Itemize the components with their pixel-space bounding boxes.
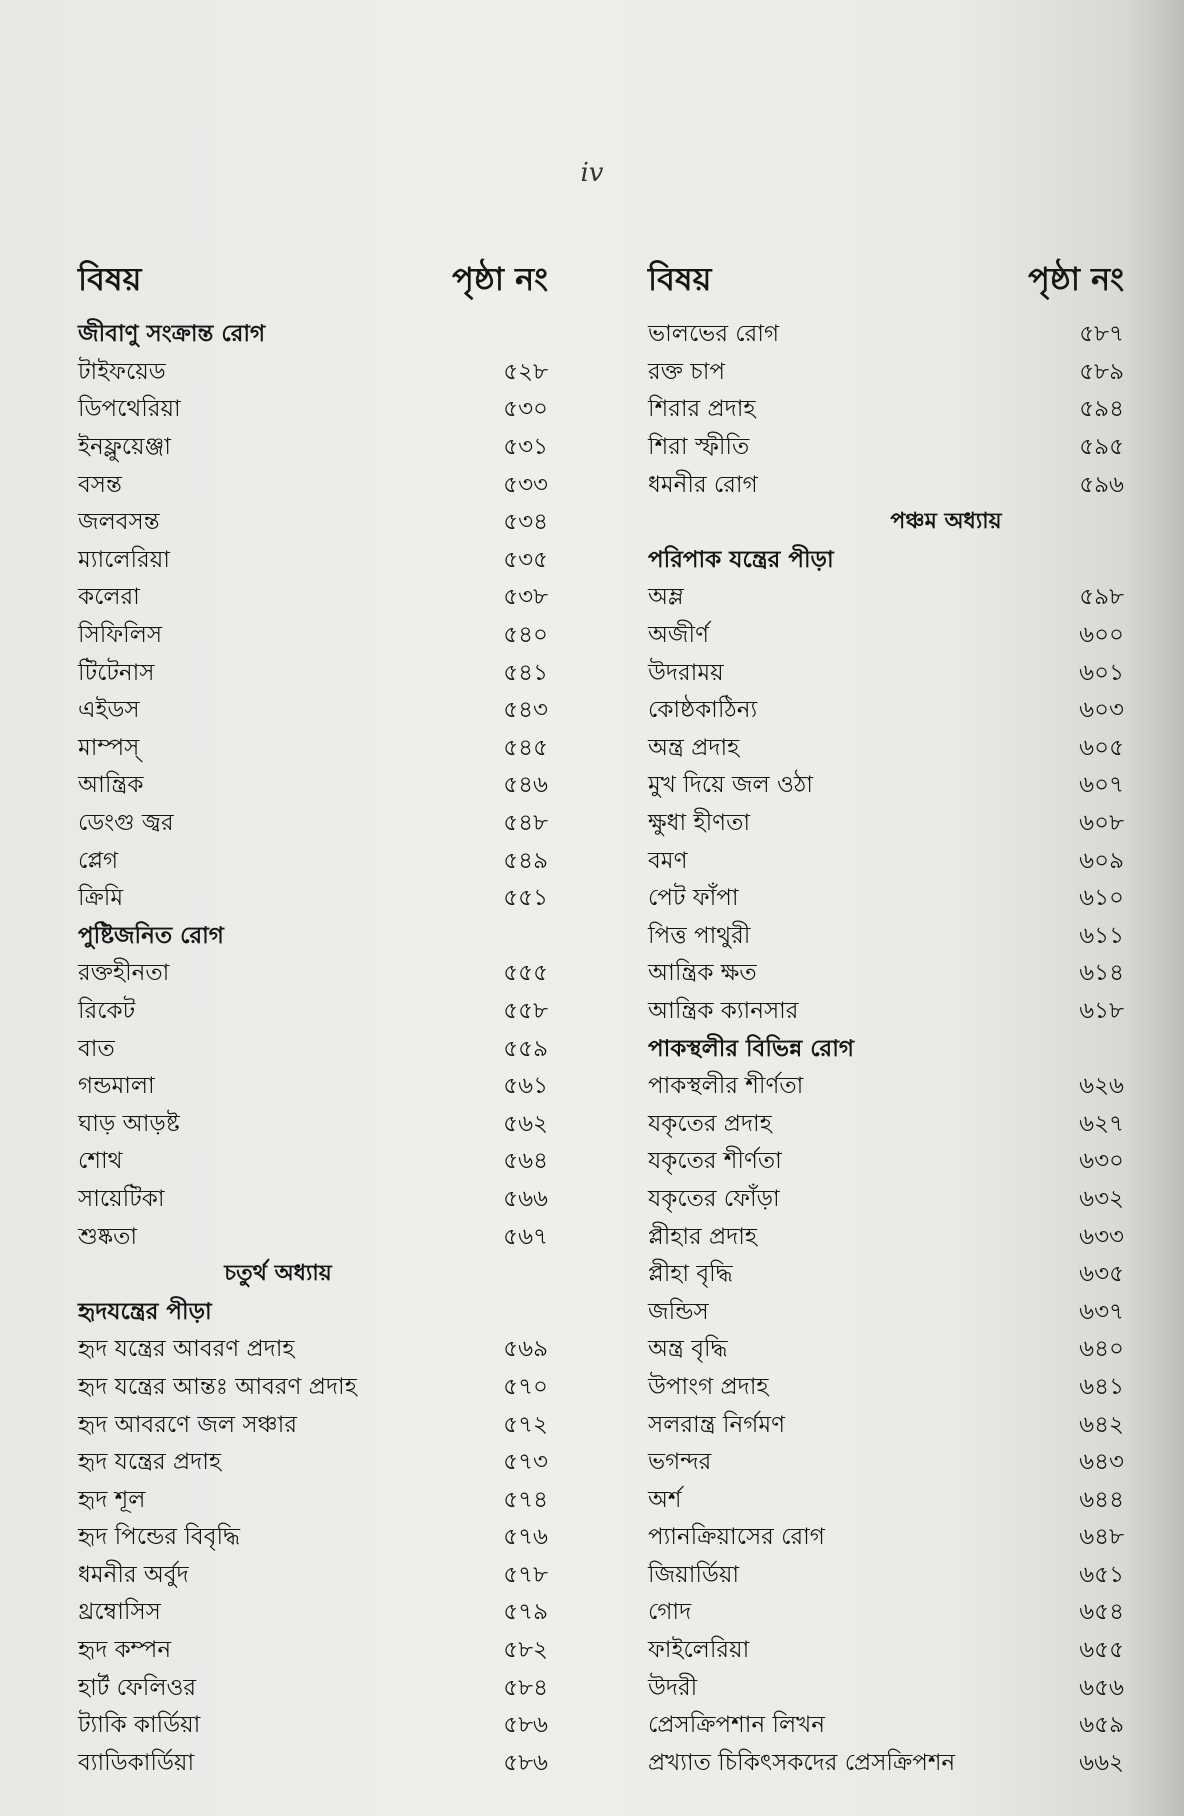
toc-entry xyxy=(78,1218,548,1256)
toc-entry-title: হার্ট ফেলিওর xyxy=(78,1674,197,1701)
toc-entry-title: যকৃতের শীর্ণতা xyxy=(648,1148,782,1175)
toc-entry-title: যকৃতের ফোঁড়া xyxy=(648,1185,780,1212)
toc-entry xyxy=(648,767,1124,805)
toc-entry xyxy=(648,1105,1124,1143)
toc-entry xyxy=(78,617,548,655)
toc-entry xyxy=(648,654,1124,692)
toc-entry-title: প্লীহা বৃদ্ধি xyxy=(648,1261,733,1288)
toc-entry-page: ৬২৬ xyxy=(1079,1073,1124,1100)
toc-entry xyxy=(78,1030,548,1068)
toc-entry-page: ৬৪০ xyxy=(1079,1336,1124,1363)
toc-entry-title: অম্ল xyxy=(648,584,684,611)
toc-entry xyxy=(648,1557,1124,1595)
toc-entry-title: আন্ত্রিক ক্যানসার xyxy=(648,997,799,1024)
toc-entry-title: ভালভের রোগ xyxy=(648,321,780,348)
toc-entry-page: ৫৭৬ xyxy=(503,1524,548,1551)
toc-entry-page: ৫৭৪ xyxy=(503,1486,548,1513)
toc-entry-title: রিকেট xyxy=(78,997,136,1024)
toc-entry-title: প্রেসক্রিপশান লিখন xyxy=(648,1712,825,1739)
toc-entry-page: ৬১১ xyxy=(1079,922,1124,949)
toc-entry-page: ৬৫৬ xyxy=(1079,1674,1124,1701)
toc-entry-page: ৫৮৪ xyxy=(503,1674,548,1701)
toc-entry-page: ৫৭৮ xyxy=(503,1561,548,1588)
toc-entry-title: কলেরা xyxy=(78,584,140,611)
toc-entry xyxy=(648,1218,1124,1256)
toc-entry-title: জীবাণু সংক্রান্ত রোগ xyxy=(78,321,266,348)
toc-entry-page: ৫৯৬ xyxy=(1079,471,1124,498)
toc-entry-page: ৬০১ xyxy=(1079,659,1124,686)
toc-entry-page: ৬৩০ xyxy=(1079,1148,1124,1175)
toc-entry xyxy=(78,1632,548,1670)
toc-entry-title: যকৃতের প্রদাহ xyxy=(648,1110,772,1137)
toc-entry xyxy=(78,354,548,392)
toc-entry xyxy=(648,1594,1124,1632)
toc-entry xyxy=(648,1406,1124,1444)
section-heading xyxy=(78,918,548,956)
toc-entry-page: ৫৬৪ xyxy=(503,1148,548,1175)
toc-entry xyxy=(78,880,548,918)
toc-entry-page: ৫৫১ xyxy=(503,885,548,912)
toc-entry-title: ক্রিমি xyxy=(78,885,124,912)
toc-entry-title: প্লীহার প্রদাহ xyxy=(648,1223,758,1250)
toc-entry-title: শুষ্কতা xyxy=(78,1223,138,1250)
toc-entry-title: রক্ত চাপ xyxy=(648,358,725,385)
toc-entry-title: জন্ডিস xyxy=(648,1298,709,1325)
toc-entry-title: অজীর্ণ xyxy=(648,622,709,649)
toc-entry xyxy=(78,1519,548,1557)
toc-entry xyxy=(78,1181,548,1219)
toc-entry-title: পাকস্থলীর বিভিন্ন রোগ xyxy=(648,1035,854,1062)
toc-entry xyxy=(78,1105,548,1143)
header-page-number: পৃষ্ঠা নং xyxy=(1028,260,1124,298)
toc-entry xyxy=(78,1406,548,1444)
toc-entry xyxy=(78,504,548,542)
toc-entry-title: জিয়ার্ডিয়া xyxy=(648,1561,740,1588)
toc-entry-title: মাম্পস্ xyxy=(78,734,140,761)
toc-entry xyxy=(648,1181,1124,1219)
toc-entry-title: সলরান্ত্র নির্গমণ xyxy=(648,1411,785,1438)
toc-entry xyxy=(648,429,1124,467)
toc-entry xyxy=(78,842,548,880)
toc-entry-title: চতুর্থ অধ্যায় xyxy=(224,1261,332,1287)
toc-entry-title: ঘাড় আড়ষ্ট xyxy=(78,1110,180,1137)
toc-entry-page: ৫৮৯ xyxy=(1079,358,1124,385)
toc-entry-page: ৫৬২ xyxy=(503,1110,548,1137)
toc-left-column xyxy=(78,262,548,1782)
toc-entry-title: হৃদ আবরণে জল সঞ্চার xyxy=(78,1411,297,1438)
toc-entry xyxy=(648,1369,1124,1407)
toc-entry-title: জলবসন্ত xyxy=(78,509,160,536)
toc-entry-title: হৃদ যন্ত্রের আবরণ প্রদাহ xyxy=(78,1336,295,1363)
toc-entry-page: ৬৩৩ xyxy=(1079,1223,1124,1250)
toc-entry xyxy=(648,805,1124,843)
column-header xyxy=(648,262,1124,308)
toc-entry-page: ৫৩০ xyxy=(503,396,548,423)
toc-entry-title: হৃদ পিন্ডের বিবৃদ্ধি xyxy=(78,1524,240,1551)
toc-entry-page: ৫৪১ xyxy=(503,659,548,686)
toc-entry-page: ৫৩৫ xyxy=(503,546,548,573)
toc-entry-title: প্রখ্যাত চিকিৎসকদের প্রেসক্রিপশন xyxy=(648,1749,956,1776)
toc-entry-page: ৬০০ xyxy=(1079,622,1124,649)
toc-entry-title: ভগন্দর xyxy=(648,1449,712,1476)
toc-entry xyxy=(78,654,548,692)
toc-entry xyxy=(648,1745,1124,1783)
toc-entry-title: পঞ্চম অধ্যায় xyxy=(890,509,1002,535)
toc-entry-page: ৫৮৭ xyxy=(1079,321,1124,348)
toc-entry-title: উপাংগ প্রদাহ xyxy=(648,1373,769,1400)
toc-entry xyxy=(78,767,548,805)
toc-entry-page: ৬০৯ xyxy=(1079,847,1124,874)
toc-entry xyxy=(78,1557,548,1595)
toc-entry-page: ৫৯৫ xyxy=(1079,434,1124,461)
toc-entry-page: ৬৫১ xyxy=(1079,1561,1124,1588)
section-heading xyxy=(648,542,1124,580)
toc-entry xyxy=(648,918,1124,956)
section-heading xyxy=(78,316,548,354)
toc-entry-title: কোষ্ঠকাঠিন্য xyxy=(648,697,758,724)
toc-entry-title: থ্রম্বোসিস xyxy=(78,1599,161,1626)
toc-list xyxy=(78,316,548,1782)
toc-entry-title: প্যানক্রিয়াসের রোগ xyxy=(648,1524,825,1551)
toc-entry xyxy=(78,730,548,768)
toc-list xyxy=(648,316,1124,1782)
toc-entry xyxy=(78,466,548,504)
toc-entry xyxy=(648,579,1124,617)
toc-entry-page: ৫৪৮ xyxy=(503,810,548,837)
toc-entry-title: ক্ষুধা হীণতা xyxy=(648,810,751,837)
toc-entry-title: ইনফ্লুয়েঞ্জা xyxy=(78,434,171,461)
toc-entry-page: ৬৫৪ xyxy=(1079,1599,1124,1626)
toc-entry xyxy=(78,1143,548,1181)
toc-entry-title: ধমনীর রোগ xyxy=(648,471,758,498)
toc-entry xyxy=(648,1707,1124,1745)
toc-entry-title: এইডস xyxy=(78,697,140,724)
toc-entry-title: পেট ফাঁপা xyxy=(648,885,739,912)
toc-entry xyxy=(78,542,548,580)
toc-entry-page: ৬৩৫ xyxy=(1079,1261,1124,1288)
toc-entry xyxy=(648,466,1124,504)
toc-entry-page: ৫৯৮ xyxy=(1079,584,1124,611)
chapter-heading xyxy=(648,504,1124,542)
toc-entry-page: ৬৩২ xyxy=(1079,1185,1124,1212)
toc-entry-title: ডিপথেরিয়া xyxy=(78,396,181,423)
toc-entry xyxy=(648,354,1124,392)
toc-entry-page: ৫৭০ xyxy=(503,1373,548,1400)
toc-entry xyxy=(648,1444,1124,1482)
toc-entry-title: মুখ দিয়ে জল ওঠা xyxy=(648,772,813,799)
toc-entry-page: ৬৫৯ xyxy=(1079,1712,1124,1739)
toc-entry xyxy=(648,1331,1124,1369)
toc-entry-title: গোদ xyxy=(648,1599,692,1626)
toc-entry xyxy=(648,692,1124,730)
toc-entry-page: ৫৫৮ xyxy=(503,997,548,1024)
toc-entry-title: আন্ত্রিক xyxy=(78,772,144,799)
toc-entry-title: হৃদ যন্ত্রের আন্তঃ আবরণ প্রদাহ xyxy=(78,1373,357,1400)
toc-entry-title: শিরা স্ফীতি xyxy=(648,434,750,461)
toc-entry-title: বসন্ত xyxy=(78,471,122,498)
toc-entry-page: ৬৩৭ xyxy=(1079,1298,1124,1325)
toc-entry xyxy=(648,316,1124,354)
chapter-heading xyxy=(78,1256,548,1294)
toc-entry xyxy=(78,955,548,993)
toc-entry-page: ৫৮৬ xyxy=(503,1749,548,1776)
header-page-number: পৃষ্ঠা নং xyxy=(452,260,548,298)
toc-entry-title: পুষ্টিজনিত রোগ xyxy=(78,922,224,949)
toc-entry-title: উদরাময় xyxy=(648,659,724,686)
toc-entry-title: হৃদ কম্পন xyxy=(78,1637,172,1664)
toc-entry xyxy=(78,1331,548,1369)
toc-entry xyxy=(78,391,548,429)
toc-entry xyxy=(648,730,1124,768)
toc-entry-page: ৬০৭ xyxy=(1079,772,1124,799)
toc-entry-title: শোথ xyxy=(78,1148,123,1175)
toc-entry xyxy=(78,993,548,1031)
toc-entry-title: ডেংগু জ্বর xyxy=(78,810,174,837)
toc-entry-title: পাকস্থলীর শীর্ণতা xyxy=(648,1073,804,1100)
toc-entry-title: ফাইলেরিয়া xyxy=(648,1637,750,1664)
toc-entry-page: ৫২৮ xyxy=(503,358,548,385)
toc-entry-page: ৫৬১ xyxy=(503,1073,548,1100)
toc-entry-page: ৫৪৬ xyxy=(503,772,548,799)
toc-entry-title: প্লেগ xyxy=(78,847,119,874)
toc-entry-page: ৫৯৪ xyxy=(1079,396,1124,423)
toc-entry-page: ৬০৮ xyxy=(1079,810,1124,837)
toc-entry-title: টাইফয়েড xyxy=(78,358,166,385)
toc-entry-title: বমণ xyxy=(648,847,688,874)
section-heading xyxy=(648,1030,1124,1068)
toc-entry-title: উদরী xyxy=(648,1674,698,1701)
toc-entry xyxy=(648,1519,1124,1557)
toc-entry-title: পিত্ত পাথুরী xyxy=(648,922,751,949)
toc-entry-title: ধমনীর অর্বুদ xyxy=(78,1561,189,1588)
toc-entry-page: ৫৬৭ xyxy=(503,1223,548,1250)
toc-entry-title: রক্তহীনতা xyxy=(78,960,170,987)
toc-entry-page: ৫৭২ xyxy=(503,1411,548,1438)
toc-entry xyxy=(78,1594,548,1632)
toc-entry-title: সায়েটিকা xyxy=(78,1185,165,1212)
toc-entry-title: অন্ত্র প্রদাহ xyxy=(648,734,740,761)
toc-entry-title: গন্ডমালা xyxy=(78,1073,155,1100)
page-number: iv xyxy=(580,158,604,188)
section-heading xyxy=(78,1293,548,1331)
toc-entry xyxy=(648,1293,1124,1331)
toc-entry-page: ৫৮২ xyxy=(503,1637,548,1664)
toc-entry xyxy=(648,955,1124,993)
toc-entry xyxy=(648,1068,1124,1106)
toc-entry xyxy=(648,880,1124,918)
toc-entry xyxy=(78,1745,548,1783)
toc-entry-title: হৃদ যন্ত্রের প্রদাহ xyxy=(78,1449,222,1476)
toc-entry-page: ৬২৭ xyxy=(1079,1110,1124,1137)
toc-entry xyxy=(78,1669,548,1707)
toc-entry-page: ৫৭৩ xyxy=(503,1449,548,1476)
toc-entry-page: ৫৪০ xyxy=(503,622,548,649)
toc-entry-page: ৫৬৬ xyxy=(503,1185,548,1212)
toc-entry-page: ৫৫৫ xyxy=(503,960,548,987)
toc-entry xyxy=(648,1632,1124,1670)
toc-entry xyxy=(648,1143,1124,1181)
toc-entry xyxy=(648,1481,1124,1519)
toc-entry-page: ৬৫৫ xyxy=(1079,1637,1124,1664)
toc-entry xyxy=(78,429,548,467)
toc-entry-page: ৫৫৯ xyxy=(503,1035,548,1062)
toc-entry-page: ৫৩৩ xyxy=(503,471,548,498)
toc-entry-title: পরিপাক যন্ত্রের পীড়া xyxy=(648,546,834,573)
toc-entry-page: ৫৬৯ xyxy=(503,1336,548,1363)
toc-entry xyxy=(648,1669,1124,1707)
toc-entry-page: ৫৩১ xyxy=(503,434,548,461)
toc-entry-page: ৬৪৩ xyxy=(1079,1449,1124,1476)
toc-entry xyxy=(78,1444,548,1482)
toc-entry-page: ৬০৩ xyxy=(1079,697,1124,724)
toc-entry-title: হৃদ শূল xyxy=(78,1486,146,1513)
toc-entry xyxy=(648,1256,1124,1294)
toc-right-column xyxy=(648,262,1124,1782)
header-subject: বিষয় xyxy=(78,260,142,298)
toc-entry xyxy=(648,617,1124,655)
toc-entry-page: ৫৮৬ xyxy=(503,1712,548,1739)
toc-entry xyxy=(78,1481,548,1519)
toc-entry-page: ৬১০ xyxy=(1079,885,1124,912)
toc-entry-page: ৫৩৪ xyxy=(503,509,548,536)
toc-entry xyxy=(78,692,548,730)
toc-entry-title: হৃদযন্ত্রের পীড়া xyxy=(78,1298,212,1325)
toc-entry-page: ৬১৪ xyxy=(1079,960,1124,987)
toc-entry xyxy=(78,579,548,617)
toc-entry-page: ৬৪৪ xyxy=(1079,1486,1124,1513)
toc-entry xyxy=(648,842,1124,880)
column-header xyxy=(78,262,548,308)
toc-entry-page: ৫৪৯ xyxy=(503,847,548,874)
toc-entry-page: ৫৪৫ xyxy=(503,734,548,761)
toc-entry xyxy=(648,993,1124,1031)
toc-entry-page: ৫৩৮ xyxy=(503,584,548,611)
toc-entry-title: অন্ত্র বৃদ্ধি xyxy=(648,1336,728,1363)
toc-entry-page: ৬১৮ xyxy=(1079,997,1124,1024)
toc-entry-title: ট্যাকি কার্ডিয়া xyxy=(78,1712,201,1739)
toc-entry xyxy=(78,1707,548,1745)
toc-entry-title: শিরার প্রদাহ xyxy=(648,396,756,423)
toc-entry-title: আন্ত্রিক ক্ষত xyxy=(648,960,757,987)
toc-entry xyxy=(78,1369,548,1407)
toc-entry-page: ৫৭৯ xyxy=(503,1599,548,1626)
toc-entry-page: ৬৪১ xyxy=(1079,1373,1124,1400)
toc-entry-title: অর্শ xyxy=(648,1486,682,1513)
toc-entry-title: সিফিলিস xyxy=(78,622,163,649)
toc-entry xyxy=(78,805,548,843)
toc-entry-title: বাত xyxy=(78,1035,115,1062)
toc-entry-title: টিটেনাস xyxy=(78,659,155,686)
toc-entry-title: ম্যালেরিয়া xyxy=(78,546,170,573)
toc-entry-page: ৬০৫ xyxy=(1079,734,1124,761)
toc-entry-title: ব্যাডিকার্ডিয়া xyxy=(78,1749,195,1776)
toc-entry-page: ৬৬২ xyxy=(1079,1749,1124,1776)
toc-entry-page: ৫৪৩ xyxy=(503,697,548,724)
toc-entry xyxy=(648,391,1124,429)
toc-entry-page: ৬৪২ xyxy=(1079,1411,1124,1438)
toc-entry-page: ৬৪৮ xyxy=(1079,1524,1124,1551)
toc-entry xyxy=(78,1068,548,1106)
header-subject: বিষয় xyxy=(648,260,712,298)
